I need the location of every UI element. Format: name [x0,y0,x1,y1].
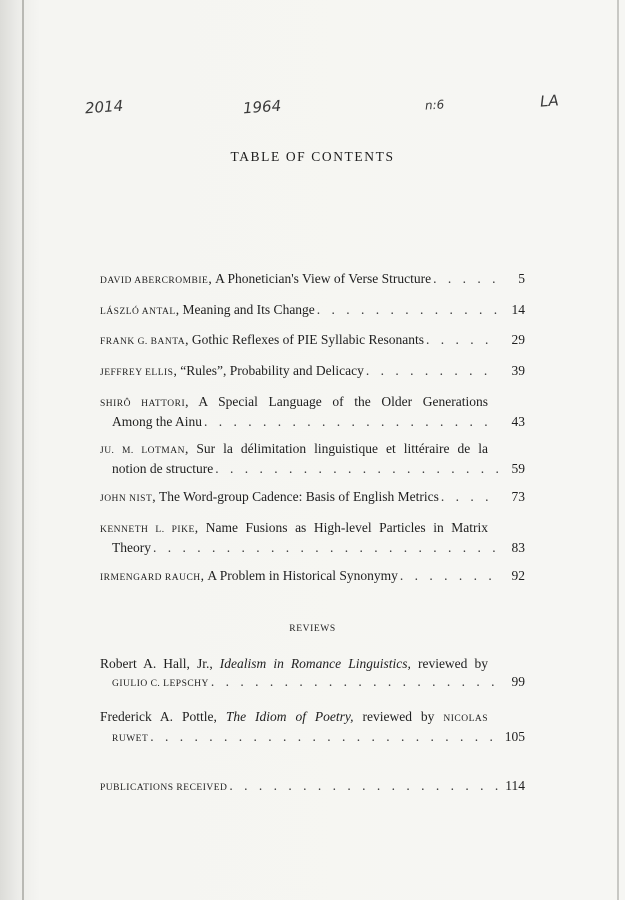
entry-title-continued: Among the Ainu [112,414,202,429]
publications-label: PUBLICATIONS RECEIVED [100,783,228,793]
publications-entry[interactable] [100,777,525,797]
entry-title: A Problem in Historical Synonymy [207,568,398,583]
entry-page: 43 [511,414,525,429]
entry-author: FRANK G. BANTA [100,337,186,347]
entry-author: JU. M. LOTMAN [100,446,185,456]
review-book-title: Idealism in Romance Linguistics, [219,656,411,671]
review-entry[interactable] [100,708,525,748]
reviews-heading: REVIEWS [289,624,336,634]
entry-author: IRMENGARD RAUCH [100,573,201,583]
entry-page: 59 [511,461,525,476]
toc-entry[interactable]: SHIRÔ HATTORI, A Special Language of the Older Generations Among the Ainu . . . 43 [100,393,525,431]
entry-title-continued: Theory [112,540,151,555]
binding-edge [22,0,24,900]
entry-title: A Phonetician's View of Verse Structure [215,271,432,286]
entry-title: Name Fusions as High-level Particles in Matrix [205,520,489,535]
handwritten-note-2: 1964 [242,96,282,118]
review-page: 105 [504,729,525,744]
handwritten-note-3: n:6 [424,97,445,113]
entry-author: KENNETH L. PIKE [100,525,195,535]
handwritten-note-4: LA [539,91,560,111]
entry-author: JOHN NIST [100,494,153,504]
entry-page: 39 [511,363,525,378]
review-book-title: The Idiom of Poetry, [225,709,354,724]
publications-page: 114 [505,778,525,793]
page-title: TABLE OF CONTENTS [230,149,395,164]
toc-entry[interactable]: FRANK G. BANTA , Gothic Reflexes of PIE Syllabic Resonants . . . 29 [100,331,525,351]
review-author: Frederick A. Pottle, [100,709,217,724]
review-reviewed-by: reviewed by [362,709,435,724]
toc-entry[interactable]: JU. M. LOTMAN, Sur la délimitation linguistique et littéraire de la notion de structure . . . 59 [100,440,525,478]
toc-entry[interactable]: JOHN NIST , The Word-group Cadence: Basis of English Metrics . . . 73 [100,488,525,508]
toc-entry[interactable]: LÁSZLÓ ANTAL , Meaning and Its Change . . . 14 [100,301,525,321]
entry-author: DAVID ABERCROMBIE [100,276,209,286]
entry-title: Gothic Reflexes of PIE Syllabic Resonants [191,332,424,347]
entry-page: 83 [511,540,525,555]
toc-entry[interactable]: KENNETH L. PIKE, Name Fusions as High-level Particles in Matrix Theory . . . 83 [100,519,525,557]
toc-entry[interactable]: DAVID ABERCROMBIE , A Phonetician's View of Verse Structure . . . 5 [100,270,525,290]
handwritten-note-1: 2014 [84,96,124,118]
review-reviewer-first: NICOLAS [443,714,489,724]
review-reviewer: RUWET [112,734,149,744]
review-entry[interactable] [100,655,525,693]
review-reviewed-by: reviewed by [417,656,488,671]
entry-title: “Rules”, Probability and Delicacy [180,363,364,378]
review-author: Robert A. Hall, Jr., [100,656,213,671]
page-edge [617,0,619,900]
entry-title: Sur la délimitation linguistique et littéraire de la [196,441,488,456]
entry-page: 29 [511,332,525,347]
entry-page: 92 [511,568,525,583]
entry-author: JEFFREY ELLIS [100,368,174,378]
review-page: 99 [511,674,525,689]
toc-entry[interactable]: JEFFREY ELLIS , “Rules”, Probability and Delicacy . . . 39 [100,362,525,382]
entry-page: 14 [511,302,525,317]
entry-page: 73 [511,489,525,504]
review-reviewer: GIULIO C. LEPSCHY [112,679,209,689]
entry-title: The Word-group Cadence: Basis of English Metrics [159,489,439,504]
entry-author: SHIRÔ HATTORI [100,399,186,409]
entry-title-continued: notion de structure [112,461,214,476]
entry-title: A Special Language of the Older Generations [198,394,488,409]
entry-page: 5 [518,271,525,286]
entry-author: LÁSZLÓ ANTAL [100,307,176,317]
entry-title: Meaning and Its Change [182,302,315,317]
toc-entry[interactable]: IRMENGARD RAUCH , A Problem in Historical Synonymy . . . 92 [100,567,525,587]
